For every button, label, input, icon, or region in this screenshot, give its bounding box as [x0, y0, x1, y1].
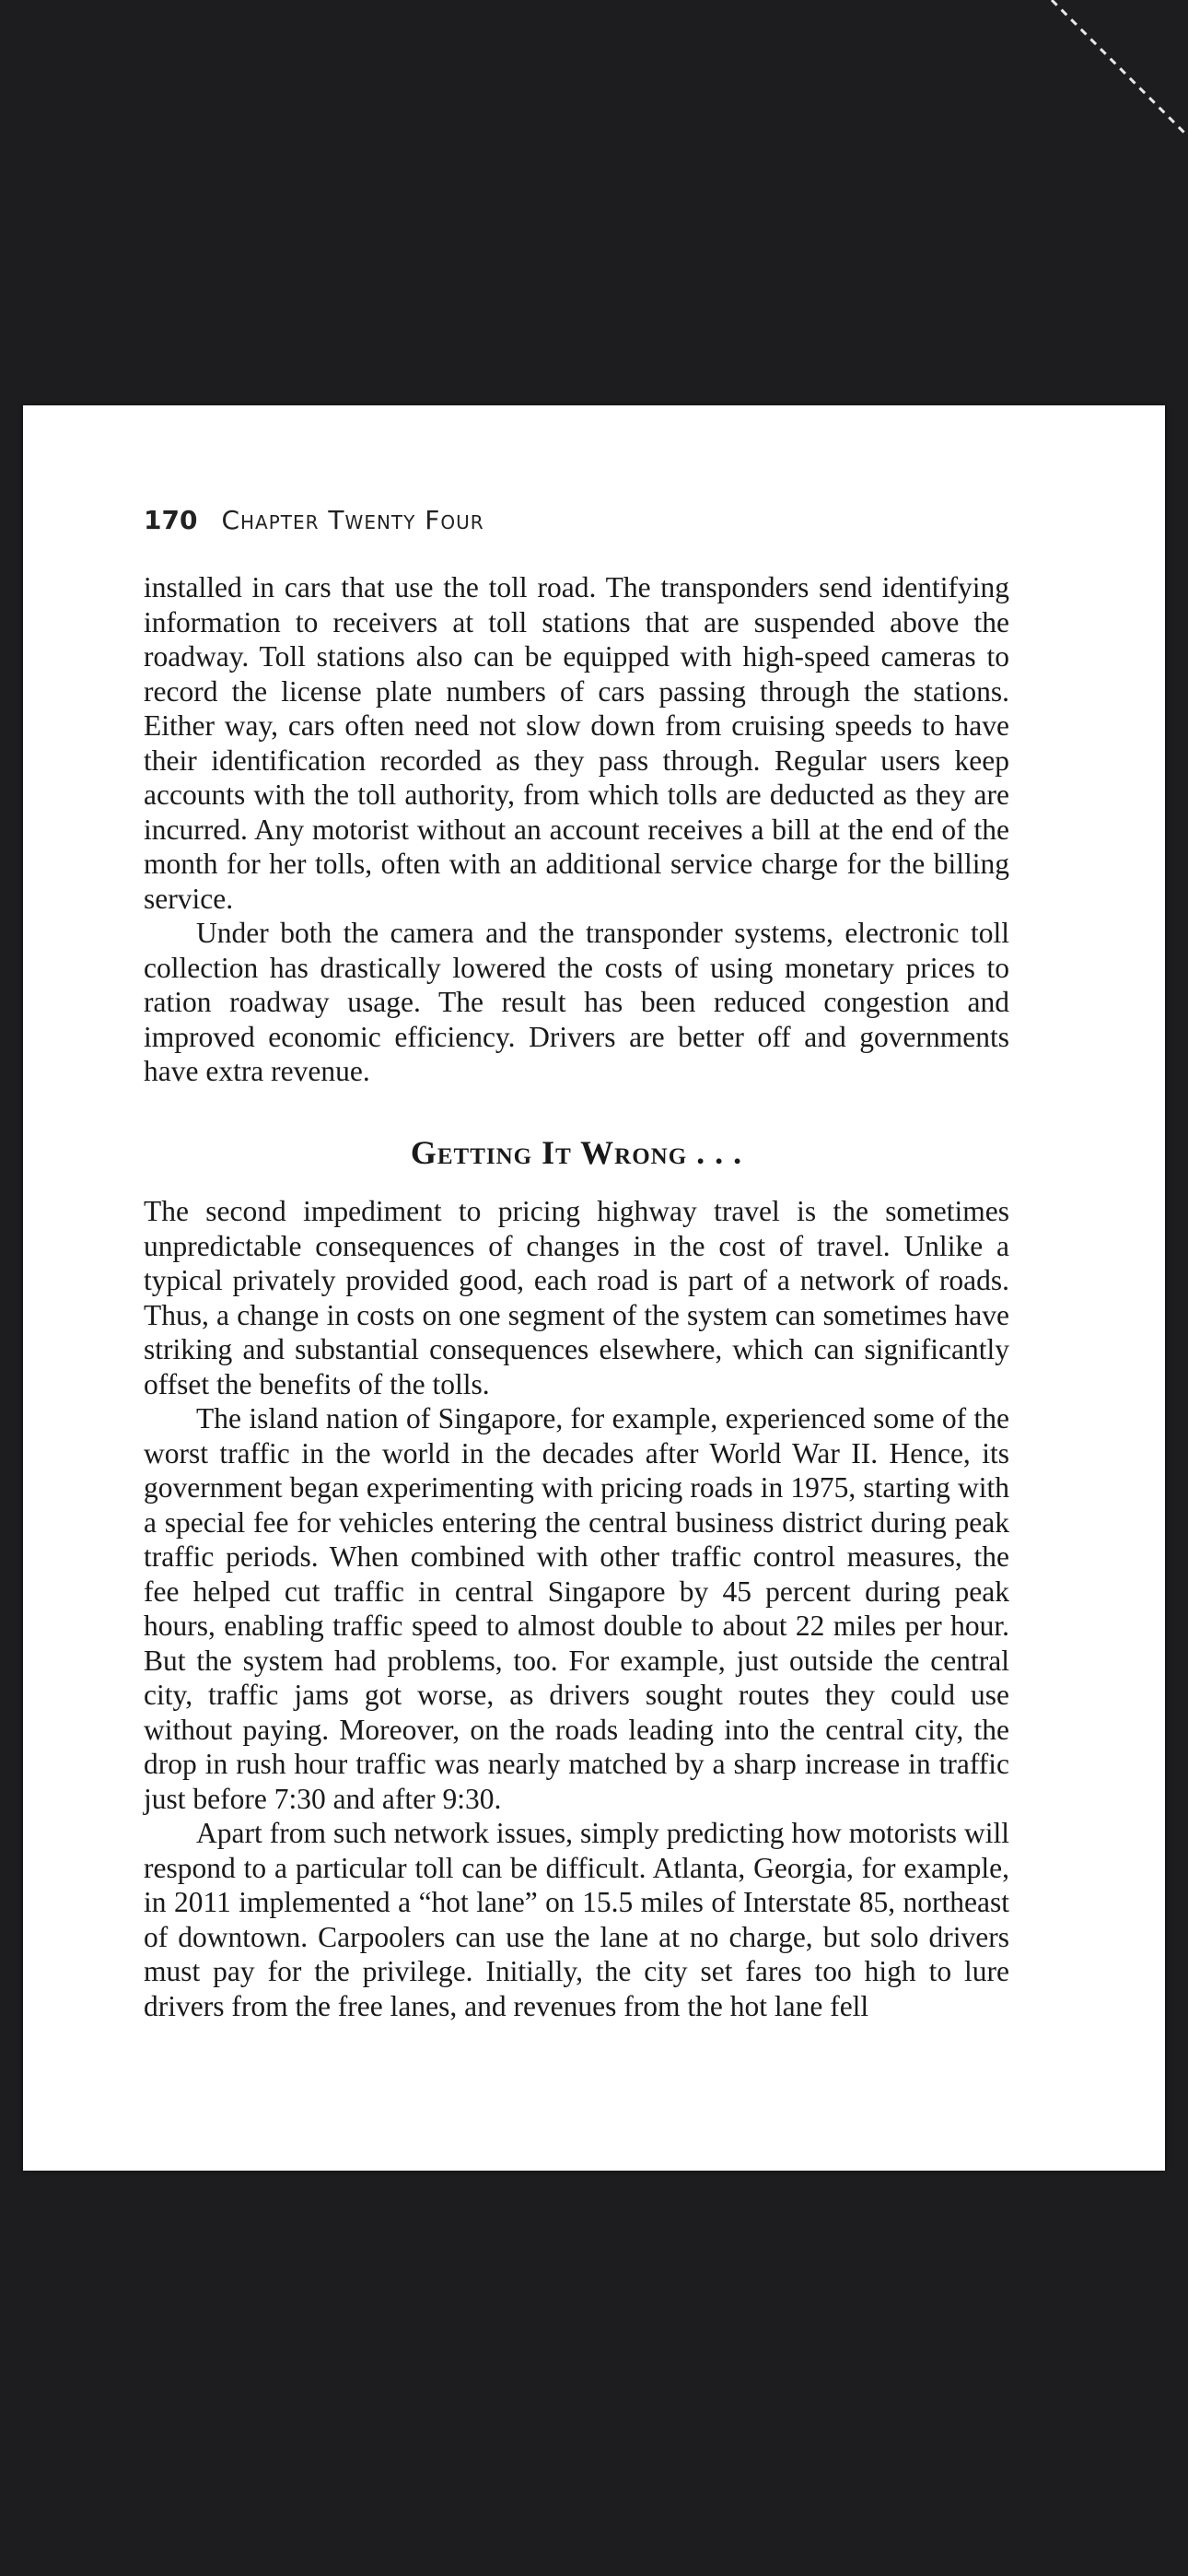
page-number: 170	[144, 505, 198, 535]
chapter-title: Chapter Twenty Four	[221, 505, 484, 535]
book-page[interactable]	[23, 405, 1165, 2171]
paragraph: Apart from such network issues, simply predicting how motorists will respond to a particular toll can be difficult. Atlanta, Georgia, for example, in 2011 implemented a “hot lane” on 15.5 miles of Interstate 85, northeast of downtown. Carpoolers can use the lane at no charge, but solo drivers must pay for the privilege. Initially, the city set fares too high to lure drivers from the free lanes, and revenues from the hot lane fell	[144, 1817, 1009, 2022]
section-heading: Getting It Wrong . . .	[410, 1134, 743, 1171]
body-text-top	[144, 570, 1009, 1089]
paragraph: installed in cars that use the toll road. The transponders send identifying information to receivers at toll stations that are suspended above the roadway. Toll stations also can be equipped with high-speed cameras to record the license plate numbers of cars passing through the stations. Either way, cars often need not slow down from cruising speeds to have their identification recorded as they pass through. Regular users keep accounts with the toll authority, from which tolls are deducted as they are incurred. Any motorist without an account receives a bill at the end of the month for her tolls, often with an additional service charge for the billing service.	[144, 571, 1009, 915]
paragraph: The island nation of Singapore, for example, experienced some of the worst traffic in the world in the decades after World War II. Hence, its government began experimenting with pricing roads in 1975, starting with a special fee for vehicles entering the central business district during peak traffic periods. When combined with other traffic control measures, the fee helped cut traffic in central Singapore by 45 percent during peak hours, enabling traffic speed to almost double to about 22 miles per hour. But the system had problems, too. For example, just outside the central city, traffic jams got worse, as drivers sought routes they could use without paying. Moreover, on the roads leading into the central city, the drop in rush hour traffic was nearly matched by a sharp increase in traffic just before 7:30 and after 9:30.	[144, 1402, 1009, 1815]
body-text-bottom	[144, 1194, 1009, 2023]
running-head	[144, 505, 484, 535]
paragraph: The second impediment to pricing highway travel is the sometimes unpredictable consequences of changes in the cost of travel. Unlike a typical privately provided good, each road is part of a network of roads. Thus, a change in costs on one segment of the system can sometimes have striking and substantial consequences elsewhere, which can significantly offset the benefits of the tolls.	[144, 1195, 1009, 1400]
paragraph: Under both the camera and the transponder systems, electronic toll collection has drastically lowered the costs of using monetary prices to ration roadway usage. The result has been reduced congestion and improved economic efficiency. Drivers are better off and governments have extra revenue.	[144, 917, 1009, 1087]
page-curl-indicator[interactable]	[0, 0, 1188, 147]
